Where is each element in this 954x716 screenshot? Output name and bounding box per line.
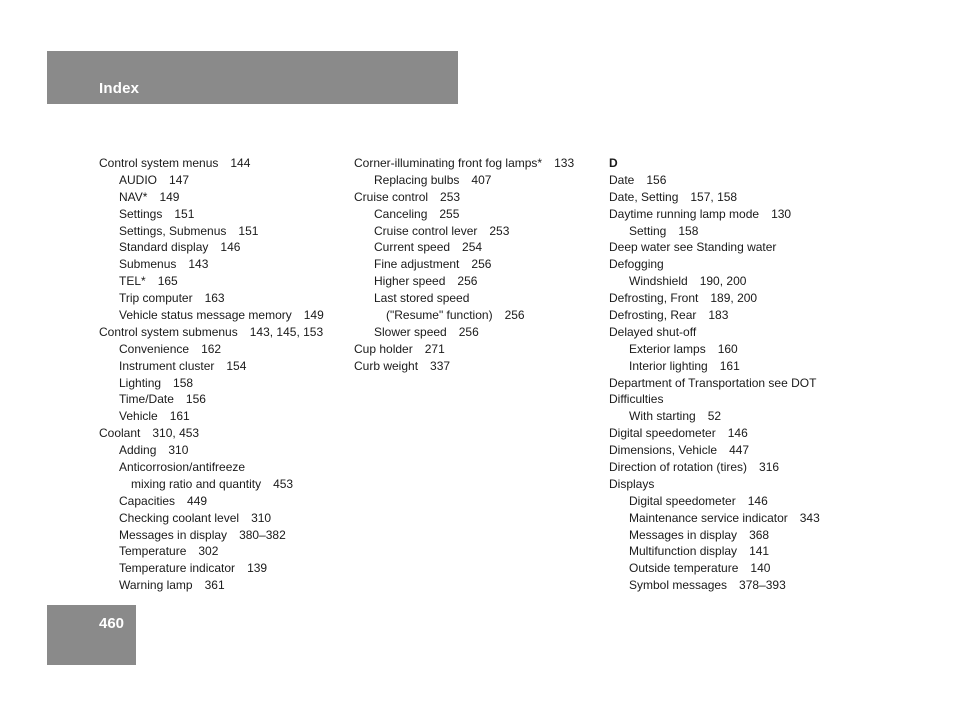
- index-entry-text: Messages in display: [629, 527, 738, 542]
- index-page-ref[interactable]: 146: [727, 426, 748, 441]
- index-subentry: [99, 189, 344, 206]
- index-entry-text: Messages in display: [119, 527, 228, 542]
- index-entry-text: Department of Transportation see DOT: [609, 375, 817, 390]
- index-page-ref[interactable]: 253: [489, 223, 510, 238]
- index-subentry: [609, 493, 854, 510]
- index-page-ref[interactable]: 156: [185, 392, 206, 407]
- index-subentry: [99, 459, 344, 476]
- index-entry-text: D: [609, 156, 618, 170]
- index-entry-text: Interior lighting: [629, 358, 708, 373]
- index-entry-text: Replacing bulbs: [374, 172, 460, 187]
- index-entry: [609, 324, 854, 341]
- index-page-ref[interactable]: 254: [462, 240, 483, 255]
- index-subentry: [99, 256, 344, 273]
- index-entry-text: Maintenance service indicator: [629, 510, 788, 525]
- index-subentry: [354, 290, 599, 307]
- index-subentry: [609, 510, 854, 527]
- index-entry-text: Warning lamp: [119, 578, 193, 593]
- index-subentry: [99, 358, 344, 375]
- index-page-ref[interactable]: 310: [251, 510, 272, 525]
- index-subentry: [354, 206, 599, 223]
- index-subentry: [99, 391, 344, 408]
- index-page-ref[interactable]: 253: [440, 189, 461, 204]
- index-page-ref[interactable]: 130: [771, 206, 792, 221]
- index-subentry: [99, 408, 344, 425]
- index-subentry: [354, 172, 599, 189]
- index-entry-text: Exterior lamps: [629, 341, 706, 356]
- page-number-tab: [47, 605, 136, 665]
- index-subentry: [609, 273, 854, 290]
- index-entry-text: Digital speedometer: [609, 426, 716, 441]
- index-page-ref[interactable]: 316: [759, 460, 780, 475]
- index-entry-text: mixing ratio and quantity: [131, 476, 262, 491]
- index-entry-text: Dimensions, Vehicle: [609, 443, 718, 458]
- index-entry: [354, 155, 599, 172]
- index-page-ref[interactable]: 139: [247, 561, 268, 576]
- index-subentry: [99, 543, 344, 560]
- index-column-1: [99, 155, 344, 594]
- index-entry-text: Coolant: [99, 426, 141, 441]
- index-subentry: [354, 324, 599, 341]
- index-subentry: [354, 239, 599, 256]
- index-entry: [609, 459, 854, 476]
- index-entry-text: Delayed shut-off: [609, 324, 697, 339]
- index-subentry: [99, 239, 344, 256]
- index-page-ref[interactable]: 165: [157, 274, 178, 289]
- index-subentry: [99, 442, 344, 459]
- index-page-ref[interactable]: 368: [749, 527, 770, 542]
- index-page-ref[interactable]: 158: [173, 375, 194, 390]
- index-entry-text: Submenus: [119, 257, 177, 272]
- index-entry-text: Defrosting, Front: [609, 291, 699, 306]
- index-entry: [354, 341, 599, 358]
- index-subentry: [99, 273, 344, 290]
- index-entry-text: ("Resume" function): [386, 308, 493, 323]
- index-subentry: [99, 577, 344, 594]
- index-entry: [609, 239, 854, 256]
- index-page-ref[interactable]: 140: [750, 561, 771, 576]
- index-entry-text: Outside temperature: [629, 561, 739, 576]
- index-entry-text: Current speed: [374, 240, 451, 255]
- index-entry: [609, 307, 854, 324]
- index-entry-text: Deep water see Standing water: [609, 240, 777, 255]
- index-column-2: [354, 155, 599, 375]
- index-entry-text: Windshield: [629, 274, 688, 289]
- index-entry-text: Digital speedometer: [629, 493, 736, 508]
- index-subentry: [99, 527, 344, 544]
- page-title: Index: [99, 80, 140, 97]
- index-entry-text: Settings: [119, 206, 163, 221]
- index-subentry: [99, 206, 344, 223]
- index-page-ref[interactable]: 256: [458, 324, 479, 339]
- index-page-ref[interactable]: 146: [747, 493, 768, 508]
- index-entry-text: NAV*: [119, 189, 148, 204]
- index-entry: [609, 391, 854, 408]
- index-entry-text: Higher speed: [374, 274, 446, 289]
- index-entry-text: Date: [609, 172, 635, 187]
- index-subentry: [99, 307, 344, 324]
- index-page-ref[interactable]: 189, 200: [710, 291, 758, 306]
- index-entry: [99, 324, 344, 341]
- index-subentry: [99, 510, 344, 527]
- index-subentry: [609, 223, 854, 240]
- index-entry-text: Symbol messages: [629, 578, 728, 593]
- index-page-ref[interactable]: 449: [187, 493, 208, 508]
- index-entry-text: Date, Setting: [609, 189, 679, 204]
- index-page-ref[interactable]: 157, 158: [690, 189, 738, 204]
- index-page-ref[interactable]: 255: [439, 206, 460, 221]
- index-page-ref[interactable]: 162: [201, 341, 222, 356]
- index-entry-text: With starting: [629, 409, 696, 424]
- index-entry: [609, 206, 854, 223]
- index-page-ref[interactable]: 141: [749, 544, 770, 559]
- index-entry-text: Direction of rotation (tires): [609, 460, 748, 475]
- index-subentry: [99, 223, 344, 240]
- index-entry-text: Last stored speed: [374, 291, 470, 306]
- index-entry-text: AUDIO: [119, 172, 158, 187]
- index-subentry: [354, 273, 599, 290]
- index-entry-text: Convenience: [119, 341, 190, 356]
- index-entry-text: Cup holder: [354, 341, 413, 356]
- index-entry-text: Settings, Submenus: [119, 223, 227, 238]
- index-subentry: [99, 560, 344, 577]
- index-entry-text: Vehicle status message memory: [119, 308, 292, 323]
- index-page-ref[interactable]: 144: [230, 156, 251, 170]
- index-page-ref[interactable]: 161: [719, 358, 740, 373]
- index-entry-text: Setting: [629, 223, 667, 238]
- index-entry-text: Standard display: [119, 240, 209, 255]
- index-page-ref[interactable]: 407: [471, 172, 492, 187]
- index-page-ref[interactable]: 158: [678, 223, 699, 238]
- header-bar: [47, 51, 458, 104]
- index-subentry: [99, 341, 344, 358]
- index-page-ref[interactable]: 146: [220, 240, 241, 255]
- index-entry: [354, 189, 599, 206]
- index-page-ref[interactable]: 271: [424, 341, 445, 356]
- index-entry-text: Fine adjustment: [374, 257, 460, 272]
- index-subentry: [99, 172, 344, 189]
- index-page-ref[interactable]: 256: [471, 257, 492, 272]
- index-entry: [609, 290, 854, 307]
- index-entry: [609, 476, 854, 493]
- index-entry-text: Vehicle: [119, 409, 158, 424]
- index-entry-text: Curb weight: [354, 358, 419, 373]
- index-subentry: [609, 577, 854, 594]
- index-page-ref[interactable]: 343: [799, 510, 820, 525]
- index-page-ref[interactable]: 453: [273, 476, 294, 491]
- index-page-ref[interactable]: 147: [169, 172, 190, 187]
- index-page-ref[interactable]: 133: [554, 156, 575, 170]
- index-page-ref[interactable]: 151: [238, 223, 259, 238]
- index-page-ref[interactable]: 151: [174, 206, 195, 221]
- index-subentry: [609, 408, 854, 425]
- index-subentry: [99, 375, 344, 392]
- index-entry-text: Cruise control lever: [374, 223, 478, 238]
- index-page-ref[interactable]: 149: [303, 308, 324, 323]
- index-entry-text: Daytime running lamp mode: [609, 206, 760, 221]
- index-page-ref[interactable]: 361: [204, 578, 225, 593]
- index-column-3: [609, 155, 854, 594]
- index-entry-text: Instrument cluster: [119, 358, 215, 373]
- index-entry-text: Corner-illuminating front fog lamps*: [354, 156, 543, 170]
- index-page-ref[interactable]: 310, 453: [152, 426, 200, 441]
- index-entry-text: Trip computer: [119, 291, 193, 306]
- index-entry-text: Displays: [609, 476, 655, 491]
- index-entry: [99, 155, 344, 172]
- index-entry-text: Difficulties: [609, 392, 664, 407]
- index-page-ref[interactable]: 163: [204, 291, 225, 306]
- index-page-ref[interactable]: 256: [457, 274, 478, 289]
- index-page-ref[interactable]: 149: [159, 189, 180, 204]
- index-subentry: [354, 256, 599, 273]
- index-entry: [609, 442, 854, 459]
- index-entry: [609, 172, 854, 189]
- index-entry-text: Lighting: [119, 375, 162, 390]
- index-page-ref[interactable]: 337: [430, 358, 451, 373]
- index-entry: [609, 425, 854, 442]
- index-subentry: [609, 527, 854, 544]
- index-page-ref[interactable]: 310: [168, 443, 189, 458]
- index-subentry: [99, 476, 344, 493]
- index-entry-text: Control system menus: [99, 156, 219, 170]
- index-letter-heading: [609, 155, 854, 172]
- index-page-ref[interactable]: 154: [226, 358, 247, 373]
- index-entry-text: Temperature: [119, 544, 187, 559]
- index-subentry: [609, 543, 854, 560]
- index-entry-text: Multifunction display: [629, 544, 738, 559]
- index-page-ref[interactable]: 256: [504, 308, 525, 323]
- index-entry-text: Checking coolant level: [119, 510, 240, 525]
- index-entry-text: Time/Date: [119, 392, 174, 407]
- index-subentry: [609, 358, 854, 375]
- index-subentry: [609, 341, 854, 358]
- index-entry-text: Control system submenus: [99, 324, 238, 339]
- index-subentry: [99, 493, 344, 510]
- index-page-ref[interactable]: 52: [707, 409, 722, 424]
- index-page-ref[interactable]: 143: [188, 257, 209, 272]
- index-entry-text: Temperature indicator: [119, 561, 236, 576]
- index-page-ref[interactable]: 378–393: [739, 578, 786, 593]
- index-page-ref[interactable]: 190, 200: [699, 274, 747, 289]
- index-subentry: [354, 307, 599, 324]
- page-number: 460: [99, 615, 125, 632]
- index-entry-text: Canceling: [374, 206, 428, 221]
- index-page-ref[interactable]: 160: [717, 341, 738, 356]
- index-entry-text: Defrosting, Rear: [609, 308, 697, 323]
- index-subentry: [609, 560, 854, 577]
- index-page-ref[interactable]: 380–382: [239, 527, 286, 542]
- index-page-ref[interactable]: 156: [646, 172, 667, 187]
- index-subentry: [99, 290, 344, 307]
- index-page-ref[interactable]: 143, 145, 153: [249, 324, 324, 339]
- index-page-ref[interactable]: 161: [169, 409, 190, 424]
- index-page-ref[interactable]: 183: [708, 308, 729, 323]
- index-entry-text: Anticorrosion/antifreeze: [119, 460, 246, 475]
- index-entry-text: Defogging: [609, 257, 664, 272]
- index-entry-text: Capacities: [119, 493, 176, 508]
- index-subentry: [354, 223, 599, 240]
- index-page-ref[interactable]: 302: [198, 544, 219, 559]
- index-entry: [609, 256, 854, 273]
- index-entry-text: Slower speed: [374, 324, 447, 339]
- index-entry-text: Adding: [119, 443, 157, 458]
- index-entry: [99, 425, 344, 442]
- index-page-ref[interactable]: 447: [729, 443, 750, 458]
- index-entry: [609, 375, 854, 392]
- index-entry-text: TEL*: [119, 274, 146, 289]
- index-entry: [609, 189, 854, 206]
- index-entry-text: Cruise control: [354, 189, 429, 204]
- index-entry: [354, 358, 599, 375]
